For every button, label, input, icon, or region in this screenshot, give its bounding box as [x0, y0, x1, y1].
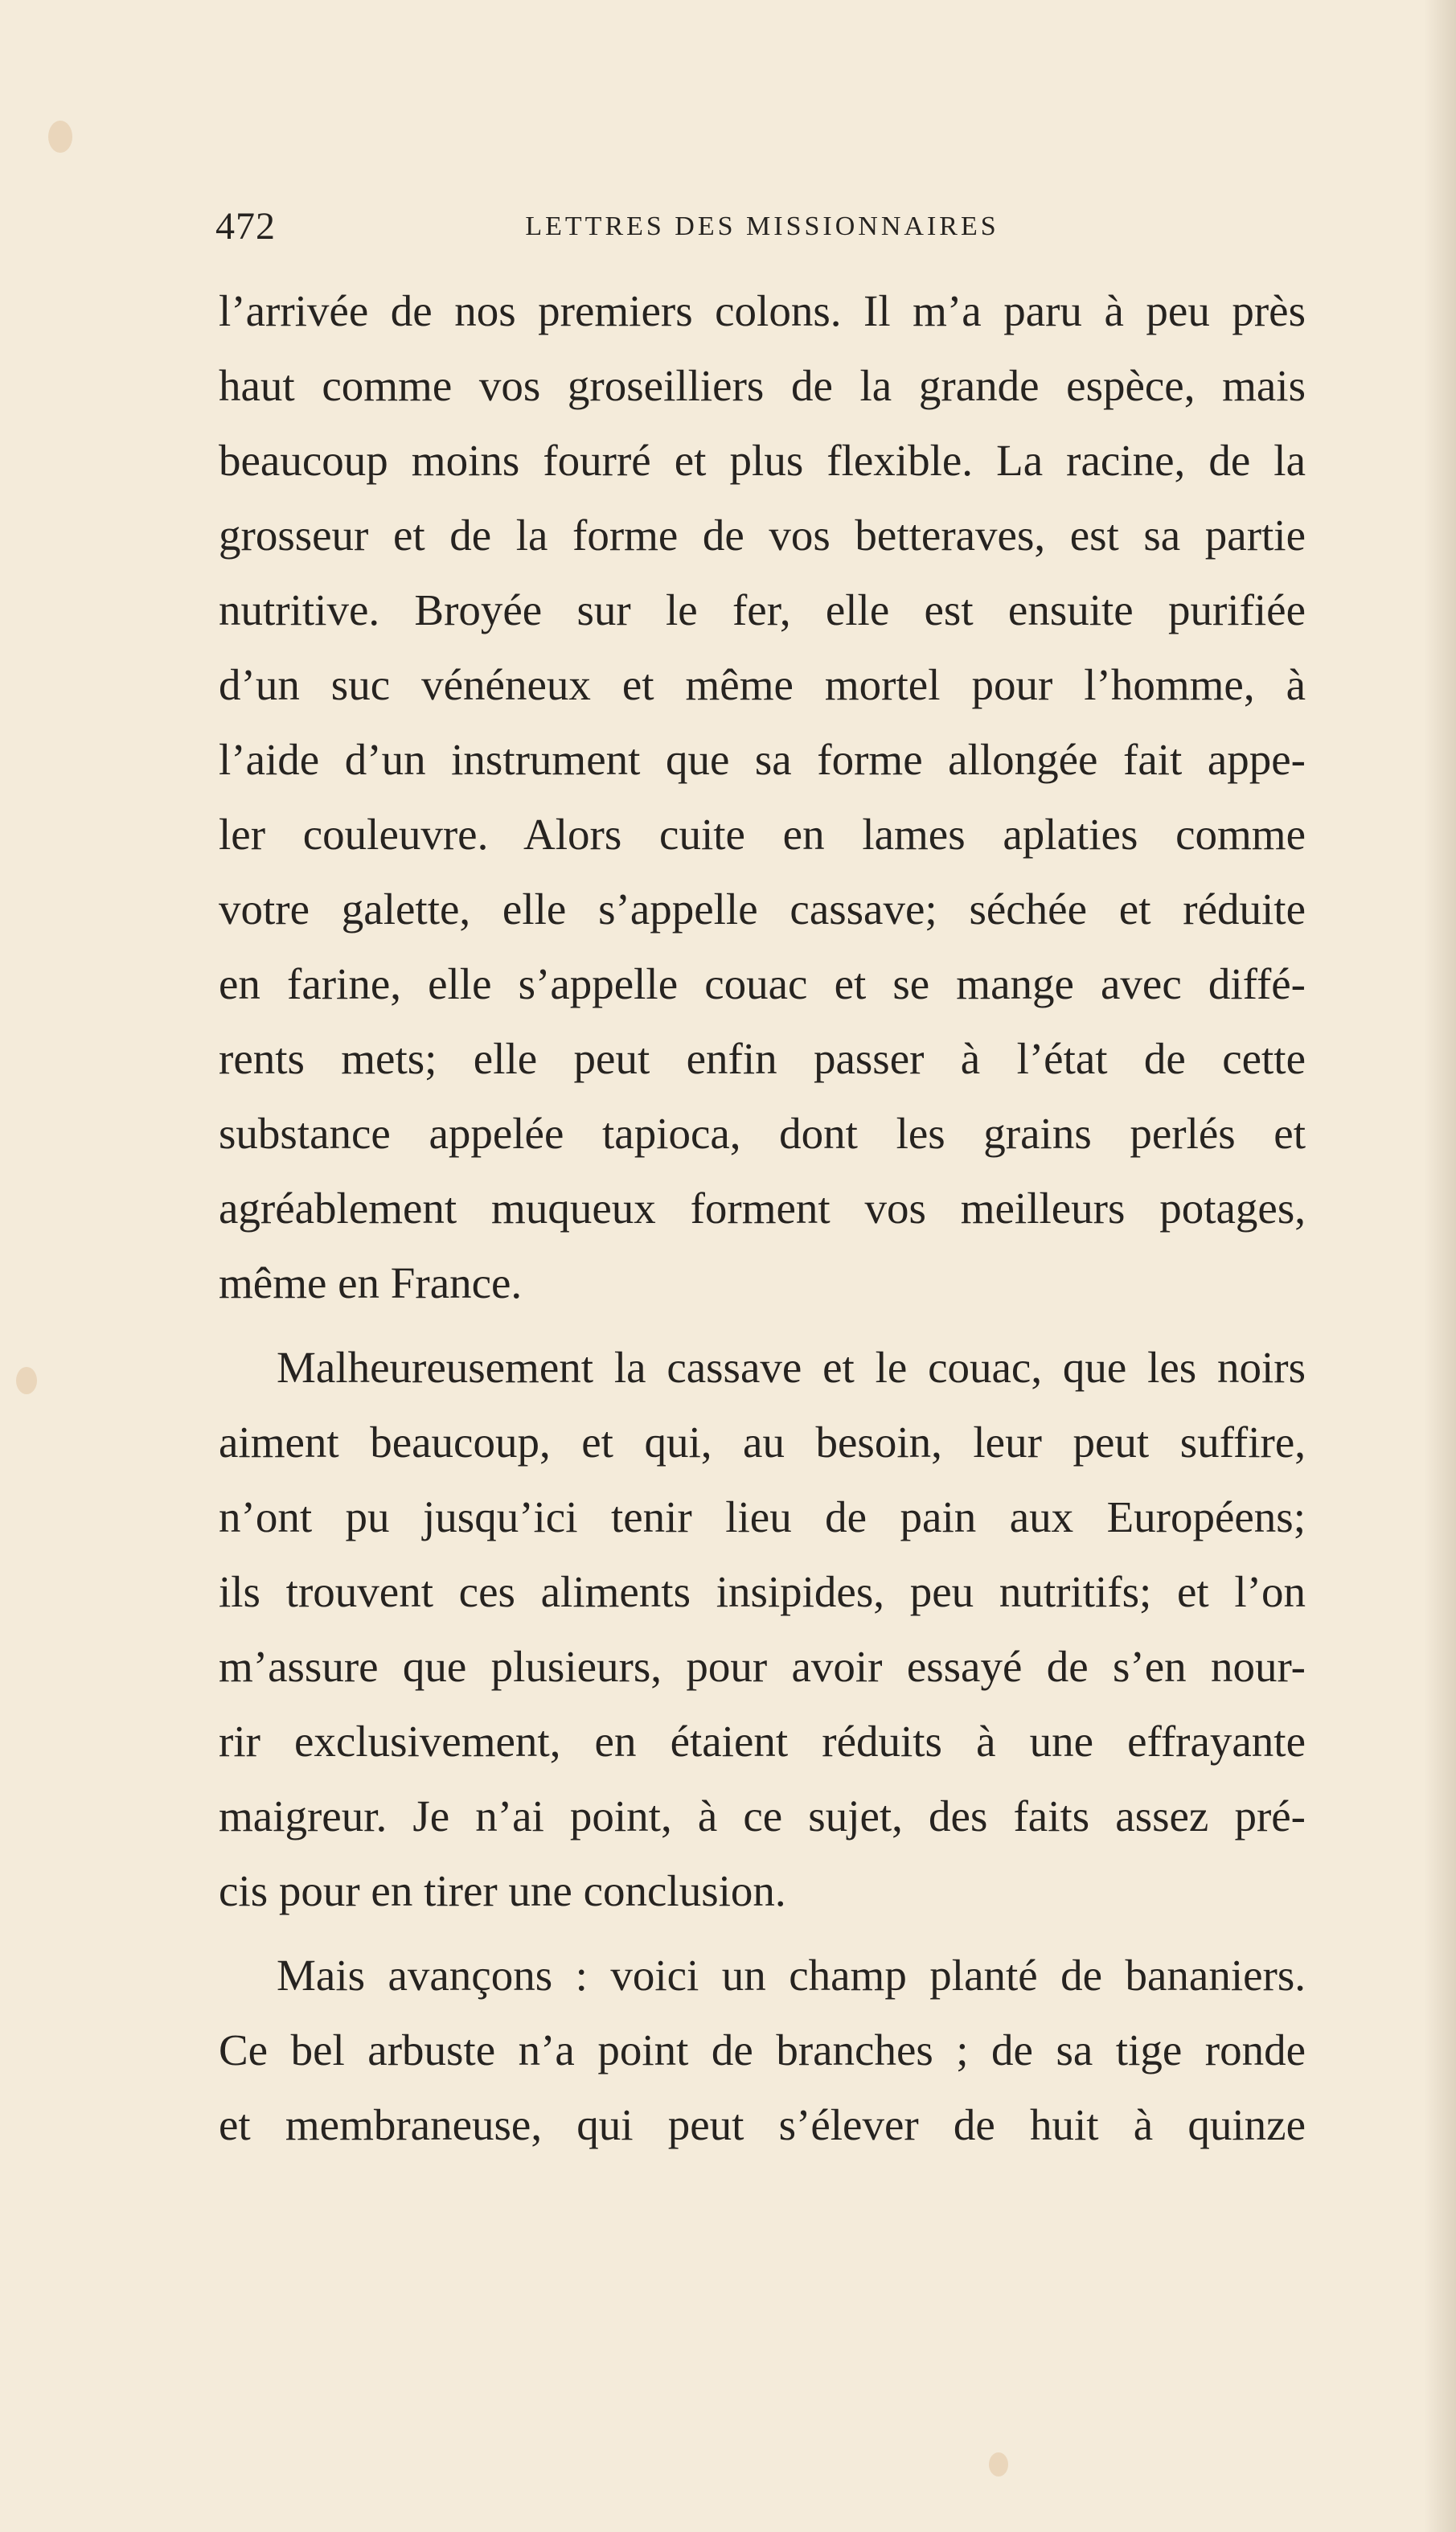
- text-line: n’ont pu jusqu’ici tenir lieu de pain aux Européens;: [219, 1492, 1306, 1541]
- paper-stain: [989, 2452, 1008, 2477]
- page-edge-shadow: [1424, 0, 1456, 2532]
- text-line: ils trouvent ces aliments insipides, peu nutritifs; et l’on: [219, 1567, 1306, 1616]
- paragraph-gap: [219, 1320, 1306, 1330]
- body-text: [219, 273, 1306, 2162]
- text-line: m’assure que plusieurs, pour avoir essayé de s’en nour-: [219, 1642, 1306, 1691]
- text-line: Mais avançons : voici un champ planté de bananiers.: [277, 1951, 1306, 2000]
- text-line: l’aide d’un instrument que sa forme allongée fait appe-: [219, 735, 1306, 784]
- text-line: grosseur et de la forme de vos betteraves, est sa partie: [219, 511, 1306, 560]
- text-line: agréablement muqueux forment vos meilleurs potages,: [219, 1184, 1306, 1233]
- text-line: même en France.: [219, 1258, 523, 1307]
- text-line: rents mets; elle peut enfin passer à l’état de cette: [219, 1034, 1306, 1083]
- text-line: l’arrivée de nos premiers colons. Il m’a paru à peu près: [219, 286, 1306, 335]
- text-line: votre galette, elle s’appelle cassave; séchée et réduite: [219, 884, 1306, 934]
- text-line: d’un suc vénéneux et même mortel pour l’homme, à: [219, 660, 1306, 709]
- text-line: haut comme vos groseilliers de la grande espèce, mais: [219, 361, 1306, 410]
- text-line: et membraneuse, qui peut s’élever de huit à quinze: [219, 2100, 1306, 2149]
- paper-stain: [48, 121, 72, 153]
- running-title: LETTRES DES MISSIONNAIRES: [525, 211, 999, 241]
- text-line: maigreur. Je n’ai point, à ce sujet, des faits assez pré-: [219, 1791, 1306, 1841]
- text-line: beaucoup moins fourré et plus flexible. La racine, de la: [219, 436, 1306, 485]
- text-line: Malheureusement la cassave et le couac, que les noirs: [277, 1343, 1306, 1392]
- paragraph: [219, 1938, 1306, 2162]
- paragraph-gap: [219, 1928, 1306, 1938]
- text-line: Ce bel arbuste n’a point de branches ; de sa tige ronde: [219, 2025, 1306, 2074]
- paragraph: [219, 1330, 1306, 1928]
- text-line: substance appelée tapioca, dont les grains perlés et: [219, 1109, 1306, 1158]
- page-header: [215, 203, 1309, 251]
- text-line: rir exclusivement, en étaient réduits à une effrayante: [219, 1717, 1306, 1766]
- paragraph: [219, 273, 1306, 1320]
- text-line: nutritive. Broyée sur le fer, elle est ensuite purifiée: [219, 585, 1306, 634]
- paper-stain: [16, 1367, 37, 1394]
- text-line: en farine, elle s’appelle couac et se mange avec diffé-: [219, 959, 1306, 1008]
- text-line: ler couleuvre. Alors cuite en lames aplaties comme: [219, 810, 1306, 859]
- text-line: cis pour en tirer une conclusion.: [219, 1866, 786, 1915]
- text-line: aiment beaucoup, et qui, au besoin, leur peut suffire,: [219, 1418, 1306, 1467]
- page-number: 472: [215, 205, 276, 248]
